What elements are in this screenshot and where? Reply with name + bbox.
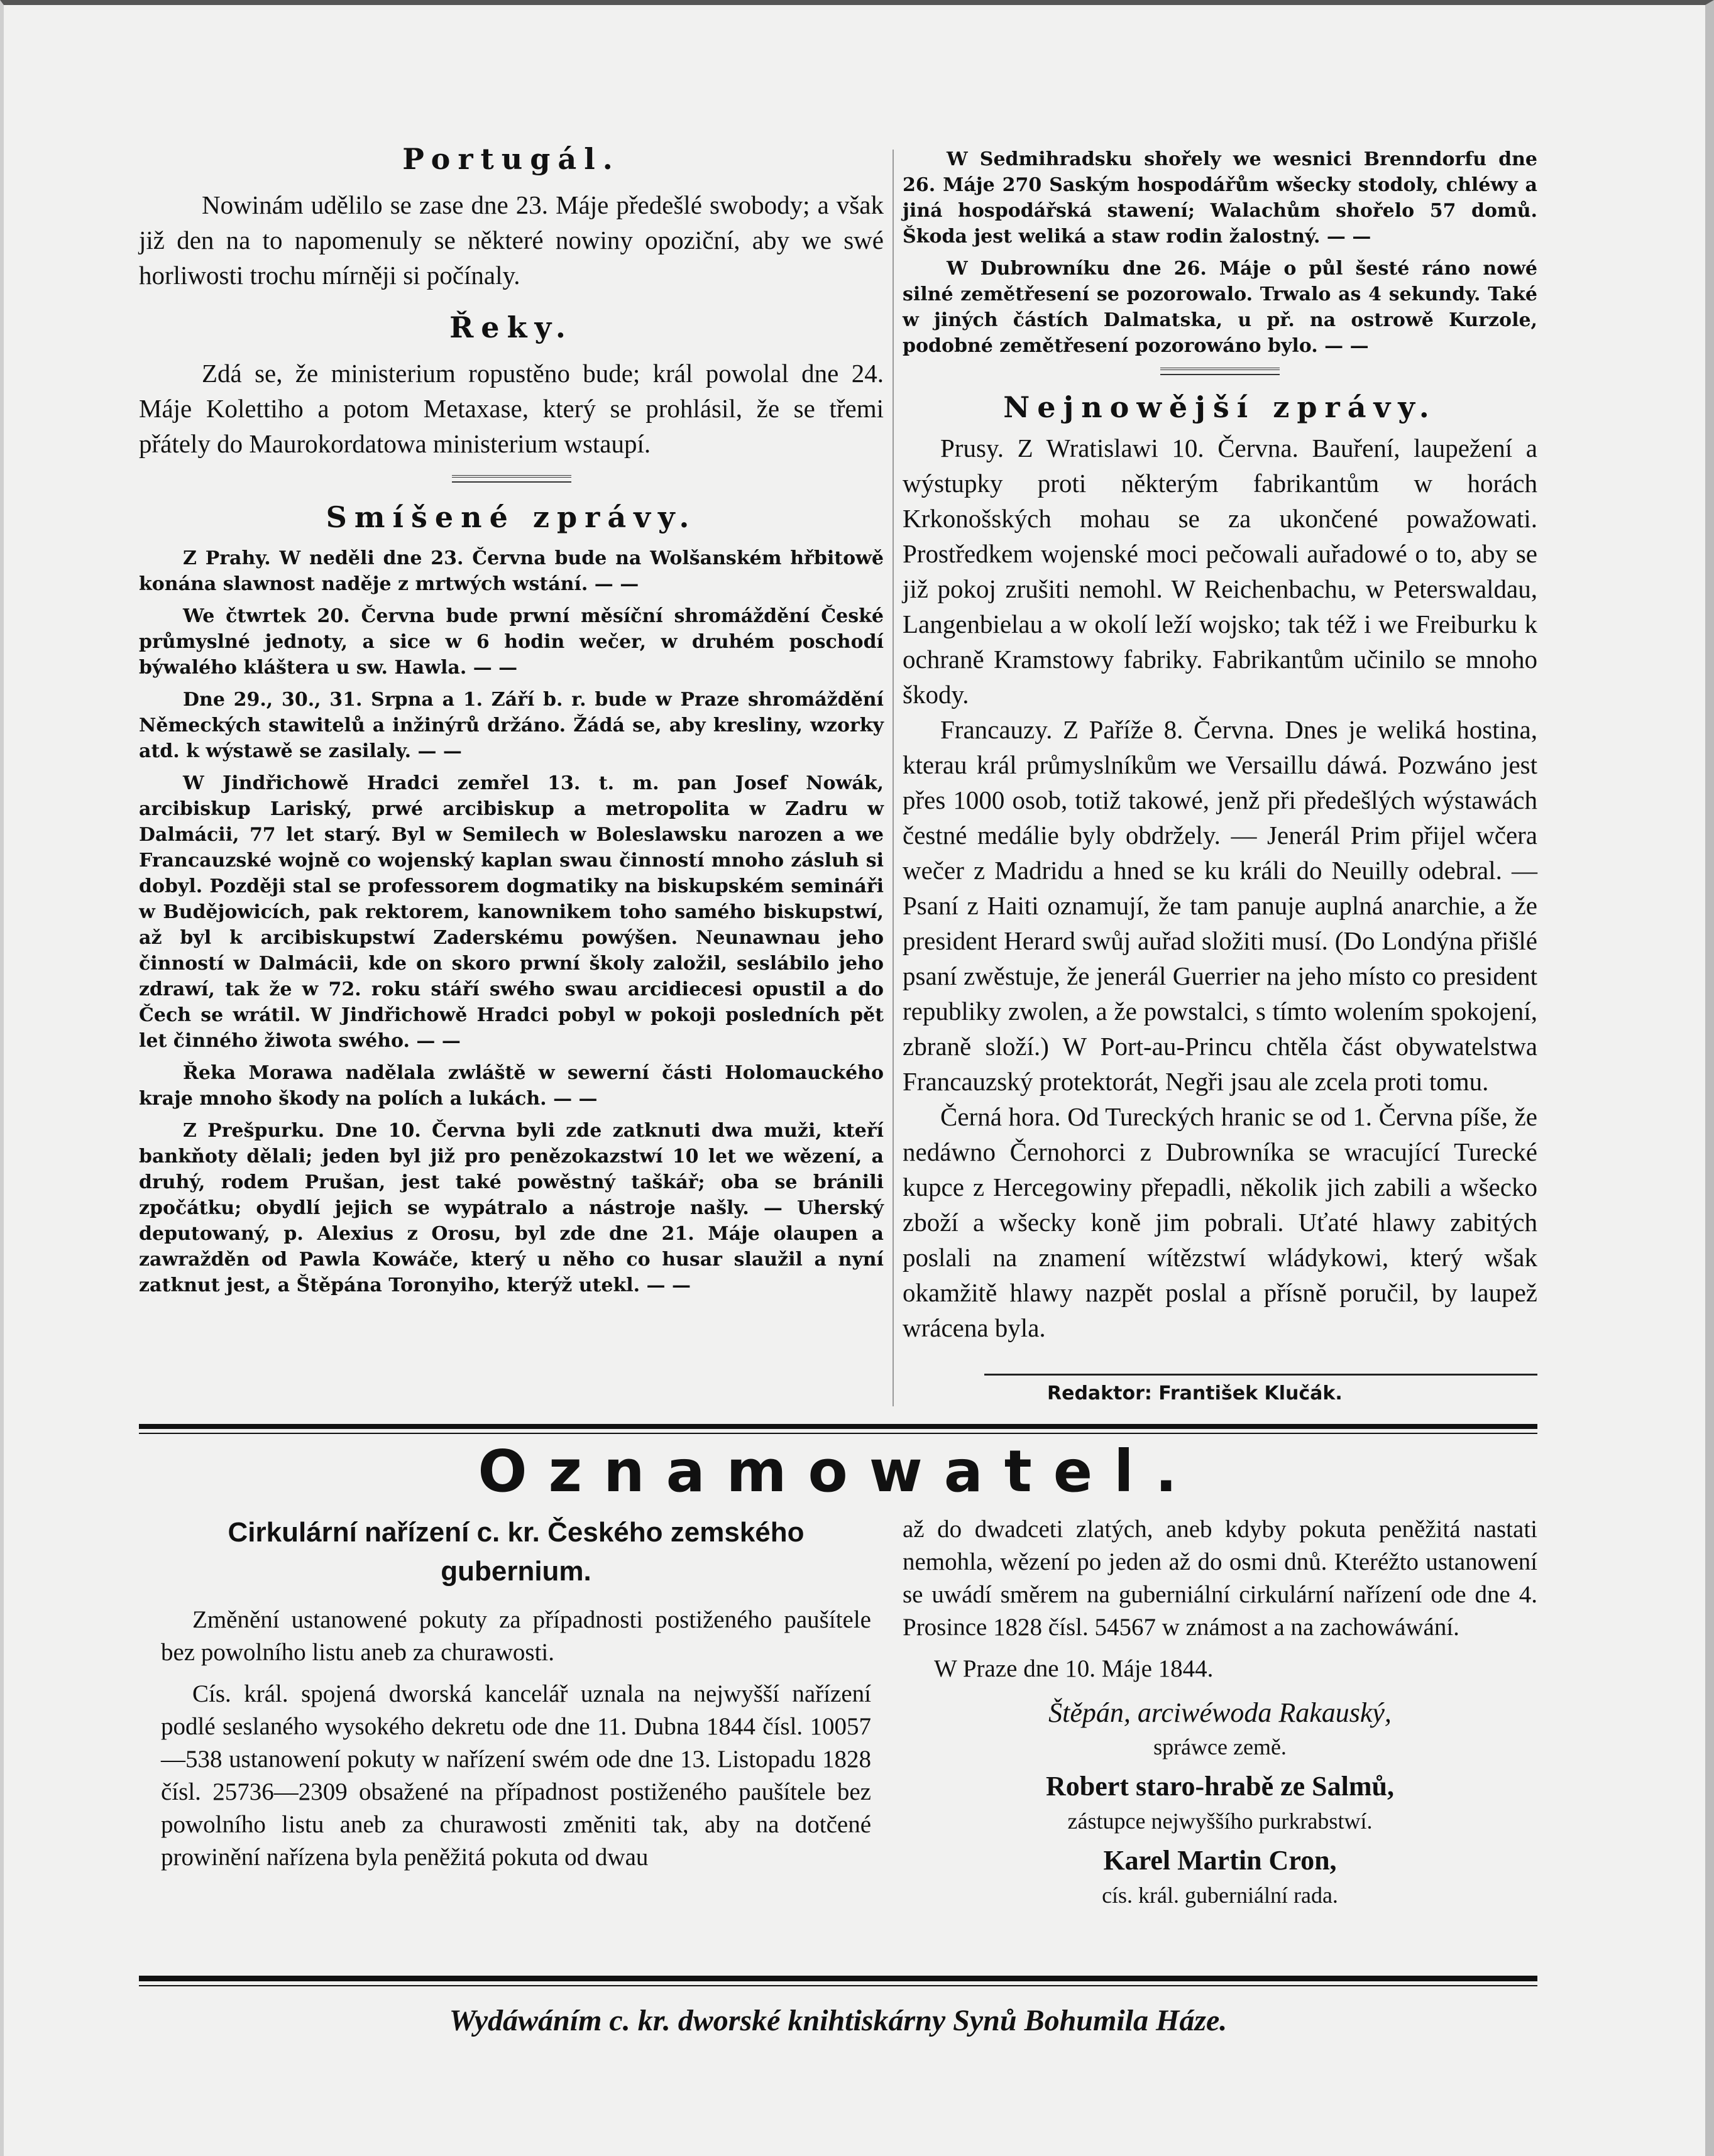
- separator: [452, 475, 571, 483]
- signature-role: spráwce země.: [1153, 1734, 1287, 1759]
- signature-name: Karel Martin Cron,: [1103, 1845, 1337, 1876]
- portugal-text: Nowinám udělilo se zase dne 23. Máje předešlé swobody; a však již den na to napomenuly se některé nowiny opoziční, aby we swé horliwosti trochu mírněji si počínaly.: [139, 190, 884, 290]
- rule: [139, 1433, 1537, 1434]
- editor-credit: Redaktor: František Klučák.: [1047, 1382, 1343, 1404]
- news-item: Řeka Morawa nadělala zwláště w sewerní části Holomauckého kraje mnoho škody na polích a lukách. — —: [139, 1062, 884, 1110]
- circular-date: W Praze dne 10. Máje 1844.: [934, 1655, 1214, 1682]
- signature-name: Štěpán, arciwéwoda Rakauský,: [1048, 1697, 1392, 1728]
- circular-paragraph: Cís. král. spojená dworská kancelář uznala na nejwyšší nařízení podlé seslaného wysokého dekretu ode dne 11. Dubna 1844 čísl. 10057—538 ustanowení pokuty w nařízení swém ode dne 13. Listopadu 1828 čísl. 25736—2309 obsažené na případnost postiženého paušítele bez powolního listu aneb za churawosti změniti tak, aby na dotčené prowinění nařízena byla peněžitá pokuta od dwau: [161, 1680, 871, 1871]
- circular-title: Cirkulární nařízení c. kr. Českého zemského gubernium.: [228, 1517, 805, 1587]
- section-title-nejnovejsi: Nejnowější zprávy.: [1003, 390, 1437, 424]
- rule: [139, 1424, 1537, 1429]
- left-column: [139, 124, 884, 1305]
- section-title-smisene: Smíšené zprávy.: [326, 500, 697, 534]
- circular-left-column: [161, 1513, 871, 1883]
- signature-role: cís. král. guberniální rada.: [1102, 1883, 1338, 1908]
- separator: [984, 1374, 1537, 1376]
- section-title-portugal: Portugál.: [402, 142, 620, 176]
- news-item: W Jindřichowě Hradci zemřel 13. t. m. pan Josef Nowák, arcibiskup Lariský, prwé arcibiskup a metropolita w Zadru w Dalmácii, 77 let starý. Byl w Semilech w Boleslawsku narozen a we Francauzské wojně co wojenský kaplan swau činností mnoho zásluh si dobyl. Později stal se professorem dogmatiky na biskupském semináři w Budějowicích, pak rektorem, kanownikem toho samého biskupstwí, až byl k arcibiskupstwí Zaderskému powýšen. Neunawnau jeho činností w Dalmácii, kde on skoro prwní školy založil, seslábilo jeho zdrawí, tak že w 72. roku stáří swého swau arcidiecesi opustil a do Čech se wrátil. W Jindřichowě Hradci pobyl w pokoji posledních pět let činného žiwota swého. — —: [139, 772, 884, 1052]
- news-item: We čtwrtek 20. Června bude prwní měsíční shromáždění České průmyslné jednoty, a sice w 6 hodin wečer, w druhém poschodí býwalého kláštera u sw. Hawla. — —: [139, 605, 884, 679]
- reky-text: Zdá se, že ministerium ropustěno bude; král powolal dne 24. Máje Kolettiho a potom Metaxase, který se prohlásil, že se třemi přátely do Maurokordatowa ministerium wstaupí.: [139, 359, 884, 458]
- news-paragraph: Prusy. Z Wratislawi 10. Června. Bauření, laupežení a wýstupky proti některým fabrikantům w horách Krkonošských mohau se za ukončené powažowati. Prostředkem wojenské moci pečowali auřadowé o to, aby se již pokoj zrušiti nemohl. W Reichenbachu, w Peterswaldau, Langenbielau a w okolí leží wojsko; tak též i we Freiburku k ochraně Kramstowy fabriky. Fabrikantům učinilo se mnoho škody.: [903, 434, 1537, 709]
- section-title-reky: Řeky.: [449, 310, 573, 344]
- circular-paragraph: Změnění ustanowené pokuty za případnosti postiženého paušítele bez powolního listu aneb za churawosti.: [161, 1606, 871, 1666]
- right-column: [903, 146, 1537, 1345]
- news-item: Z Prešpurku. Dne 10. Června byli zde zatknuti dwa muži, kteří bankňoty dělali; jeden byl již pro penězokazstwí 10 let we wězení, a druhý, rodem Prušan, jest také powěstný taškář; oba se bránili zpočátku; obydlí jejich se wypátralo a nástroje našly. — Uherský deputowaný, p. Alexius z Orosu, byl zde dne 21. Máje olaupen a zawražděn od Pawla Kowáče, který u něho co husar slaužil a nyní zatknut jest, a Štěpána Toronyiho, kterýž utekl. — —: [139, 1120, 884, 1296]
- separator: [1160, 368, 1280, 375]
- publisher-footer: Wydáwáním c. kr. dworské knihtiskárny Synů Bohumila Háze.: [449, 2004, 1228, 2037]
- signature-name: Robert staro-hrabě ze Salmů,: [1046, 1771, 1394, 1802]
- rule: [139, 1985, 1537, 1986]
- oznamovatel-title: Oznamowatel.: [478, 1438, 1199, 1505]
- news-item: W Sedmihradsku shořely we wesnici Brenndorfu dne 26. Máje 270 Saským hospodářům wšecky stodoly, chléwy a jiná hospodářská stawení; Walachům shořelo 57 domů. Škoda jest weliká a staw rodin žalostný. — —: [903, 148, 1537, 248]
- column-divider: [893, 150, 894, 1406]
- circular-right-column: [903, 1513, 1537, 1910]
- rule: [139, 1976, 1537, 1981]
- circular-paragraph: až do dwadceti zlatých, aneb kdyby pokuta peněžitá nastati nemohla, wězení po jeden až do osmi dnů. Kteréžto ustanowení se uwádí směrem na guberniální cirkulární nařízení ode dne 4. Prosince 1828 čísl. 54567 w známost a na zachowáwání.: [903, 1516, 1537, 1641]
- news-item: Z Prahy. W neděli dne 23. Června bude na Wolšanském hřbitowě konána slawnost naděje z mrtwých wstání. — —: [139, 547, 884, 595]
- signature-role: zástupce nejwyššího purkrabstwí.: [1067, 1809, 1373, 1834]
- news-item: Dne 29., 30., 31. Srpna a 1. Září b. r. bude w Praze shromáždění Německých stawitelů a inžinýrů držáno. Žádá se, aby kresliny, wzorky atd. k wýstawě se zasilaly. — —: [139, 689, 884, 762]
- news-paragraph: Černá hora. Od Tureckých hranic se od 1. Června píše, že nedáwno Černohorci z Dubrowníka se wracující Turecké kupce z Hercegowiny přepadli, několik jich zabili a wšecko zboží a wšecky koně jim pobrali. Uťaté hlawy zabitých poslali na znamení wítězstwí wládykowi, který wšak okamžitě hlawy nazpět poslal a přísně poručil, by laupež wrácena byla.: [903, 1102, 1537, 1342]
- news-item: W Dubrowníku dne 26. Máje o půl šesté ráno nowé silné zemětřesení se pozorowalo. Trwalo as 4 sekundy. Také w jiných částích Dalmatska, u př. na ostrowě Kurzole, podobné zemětřesení pozorowáno bylo. — —: [903, 258, 1537, 357]
- news-paragraph: Francauzy. Z Paříže 8. Června. Dnes je weliká hostina, kterau král průmyslníkům we Versaillu dáwá. Pozwáno jest přes 1000 osob, totiž takowé, jenž při předešlých wýstawách čestné medálie byly obdržely. — Jenerál Prim přijel wčera wečer z Madridu a hned se ku králi do Neuilly odebral. — Psaní z Haiti oznamují, že tam panuje auplná anarchie, a že president Herard swůj auřad složiti musí. (Do Londýna přišlé psaní zwěstuje, že jenerál Guerrier na jeho místo co president republiky zwolen, a že powstalci, s tímto wolením spokojení, zbraně složí.) W Port-au-Princu chtěla část obywatelstwa Francauzský protektorát, Negři jsau ale zcela proti tomu.: [903, 715, 1537, 1096]
